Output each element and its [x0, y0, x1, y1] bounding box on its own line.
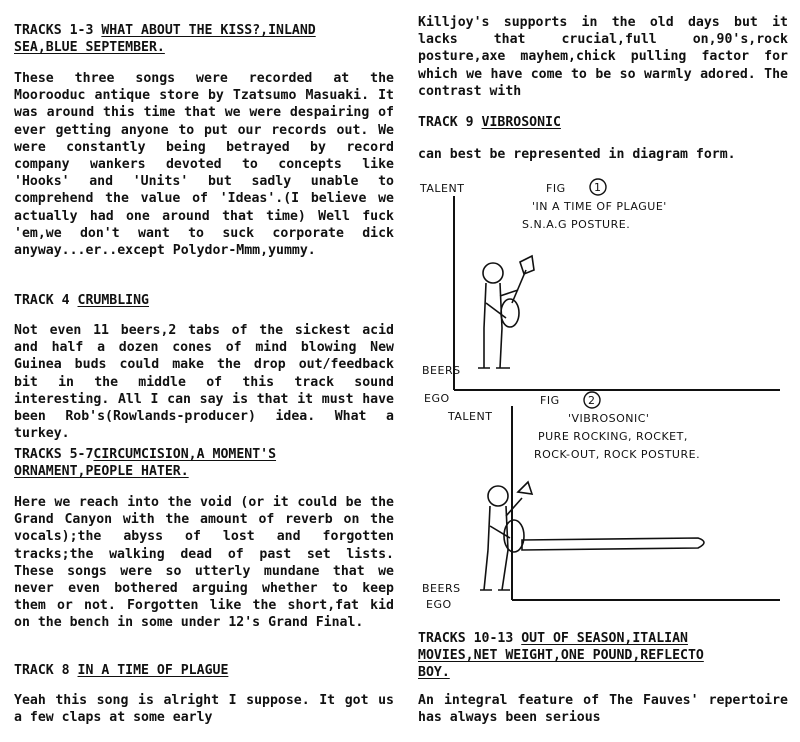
heading-prefix: TRACKS 1-3 [14, 23, 102, 38]
heading-title: CIRCUMCISION,A MOMENT'S [93, 447, 277, 462]
axis-label-ego: EGO [426, 598, 452, 611]
heading-title: BOY. [418, 665, 450, 681]
heading-tracks-1-3 [14, 22, 394, 56]
fig-label: FIG [540, 394, 560, 407]
heading-track-8 [14, 662, 394, 679]
stick-figure-vibrosonic [480, 482, 704, 590]
heading-title: VIBROSONIC [481, 115, 561, 130]
heading-title: IN A TIME OF PLAGUE [77, 663, 229, 678]
heading-title: SEA,BLUE SEPTEMBER. [14, 40, 165, 56]
axis-label-talent: TALENT [448, 410, 493, 423]
fig-label: FIG [546, 182, 566, 195]
axis-label-beers: BEERS [422, 364, 461, 377]
paragraph-tracks-1-3: These three songs were recorded at the Moorooduc antique store by Tzatsumo Masuaki. It was around this time that we were despairing of ever getting anyone to put our records out. We were constantly being betrayed by record company wankers devoted to concepts like 'Hooks' and 'Units' but sadly unable to comprehend the value of 'Ideas'.(I believe we actually had one around that time) Well fuck 'em,we don't want to suck corporate dick anyway...er..except Polydor-Mmm,yummy. [14, 71, 402, 259]
heading-prefix: TRACKS 10-13 [418, 631, 522, 646]
talent-ego-diagram [418, 178, 788, 628]
heading-tracks-10-13 [418, 630, 788, 682]
figure-1 [419, 179, 780, 405]
figure-2 [422, 392, 780, 611]
fig-caption-rocking: PURE ROCKING, ROCKET, [538, 430, 688, 443]
heading-title: MOVIES,NET WEIGHT,ONE POUND,REFLECTO [418, 648, 704, 664]
paragraph-tracks-10-13: An integral feature of The Fauves' repertoire has always been serious [418, 693, 796, 726]
paragraph-killjoy: Killjoy's supports in the old days but it lacks that crucial,full on,90's,rock posture,axe mayhem,chick pulling factor for which we have come to be so warmly adored. The contrast with [418, 15, 796, 99]
fig-caption-posture: S.N.A.G POSTURE. [522, 218, 631, 231]
paragraph-tracks-5-7: Here we reach into the void (or it could be the Grand Canyon with the amount of reverb on the vocals);the abyss of lost and forgotten tracks;the walking dead of past set lists. These songs were so utterly mundane that we never even bothered arguing whether to keep them or not. Forgotten like the short,fat kid on the bench in some under 12's Grand Final. [14, 495, 402, 631]
diagram-svg [418, 178, 788, 628]
axis-label-talent: TALENT [420, 182, 465, 195]
paragraph-track-9: can best be represented in diagram form. [418, 147, 736, 162]
heading-track-9 [418, 114, 788, 131]
fig-number: 1 [594, 181, 602, 194]
paragraph-track-8: Yeah this song is alright I suppose. It got us a few claps at some early [14, 693, 402, 726]
axis-label-beers: BEERS [422, 582, 461, 595]
fig-caption-posture: ROCK-OUT, ROCK POSTURE. [534, 448, 701, 461]
heading-title: OUT OF SEASON,ITALIAN [521, 631, 688, 646]
axis-label-ego: EGO [424, 392, 450, 405]
heading-title: WHAT ABOUT THE KISS?,INLAND [101, 23, 316, 38]
heading-prefix: TRACKS 5-7 [14, 447, 94, 462]
stick-figure-snag [478, 256, 534, 368]
fig-caption-title: 'VIBROSONIC' [568, 412, 650, 425]
heading-prefix: TRACK 4 [14, 293, 78, 308]
fig-caption-title: 'IN A TIME OF PLAGUE' [532, 200, 667, 213]
heading-track-4 [14, 292, 394, 309]
heading-prefix: TRACK 9 [418, 115, 482, 130]
heading-prefix: TRACK 8 [14, 663, 78, 678]
heading-title: CRUMBLING [77, 293, 149, 308]
heading-tracks-5-7 [14, 446, 394, 480]
fig-number: 2 [588, 394, 596, 407]
heading-title: ORNAMENT,PEOPLE HATER. [14, 464, 189, 480]
paragraph-track-4: Not even 11 beers,2 tabs of the sickest acid and half a dozen cones of mind blowing New Guinea buds could make the drop out/feedback bit in the middle of this track sound interesting. All I can say is that it must have been Rob's(Rowlands-producer) idea. What a turkey. [14, 323, 402, 442]
